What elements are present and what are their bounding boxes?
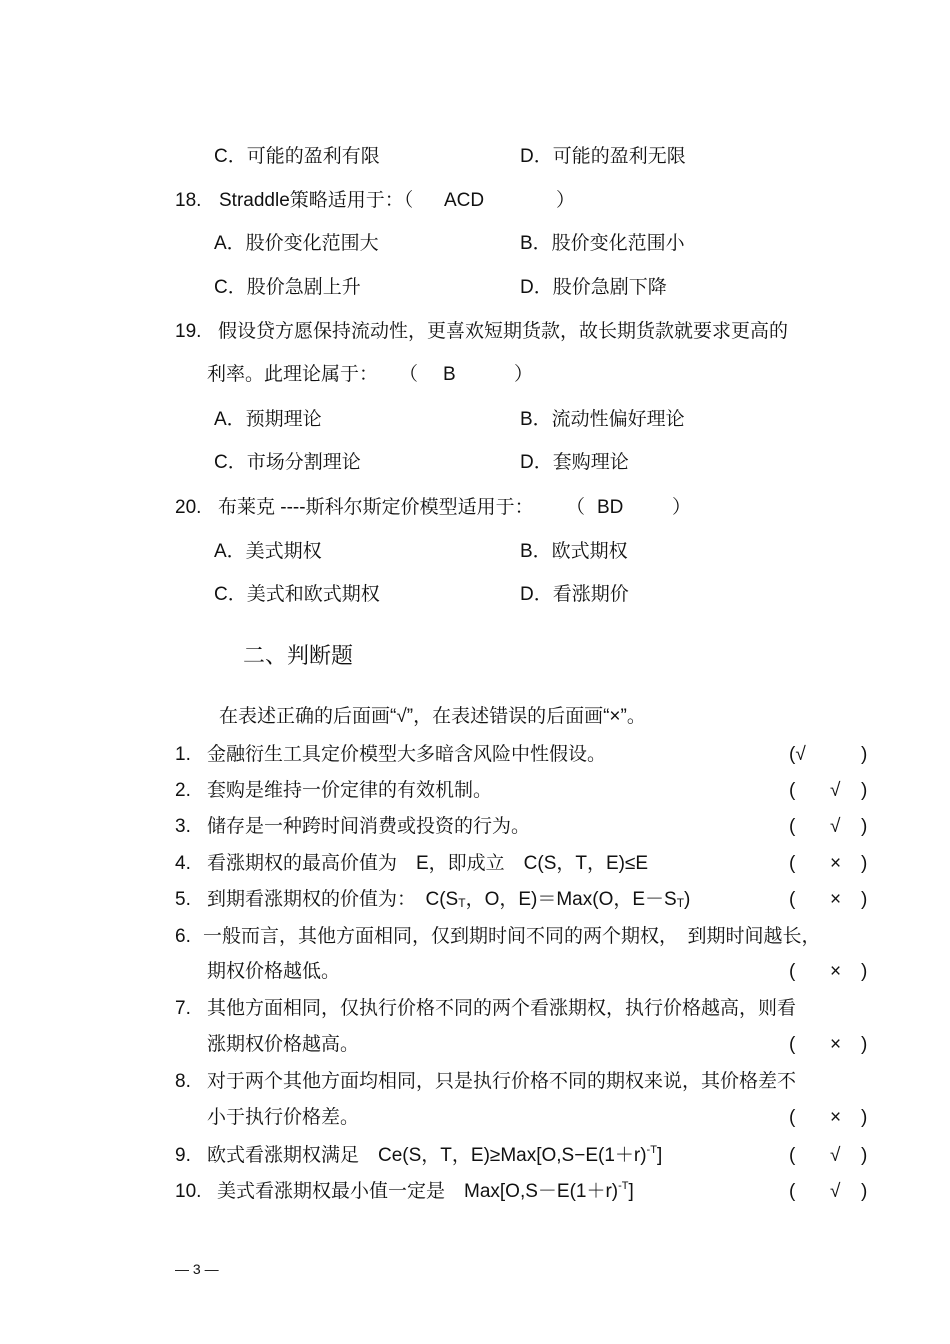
judgment-6-text-line1: 一般而言，其他方面相同，仅到期时间不同的两个期权， 到期时间越长， [203,926,821,947]
q20-option-d: D．看涨期价 [520,584,629,605]
judgment-5-mark: × [830,889,842,910]
q19-close-paren: ） [514,364,534,385]
q18-stem: Straddle策略适用于：（ [219,190,414,211]
judgment-1-close: ) [861,744,868,765]
q20-open-paren: （ [566,497,586,518]
q19-number: 19. [175,321,202,342]
q19-open-paren: （ [399,364,419,385]
judgment-3-text: 储存是一种跨时间消费或投资的行为。 [207,816,531,837]
judgment-3-number: 3. [175,816,191,837]
page-number: — 3 — [175,1261,219,1277]
judgment-9-close: ) [861,1145,868,1166]
judgment-5-text: 到期看涨期权的价值为： $C(S_T$，O，E)＝Max(O，$E-S_T$) [207,889,691,910]
q19-option-a: A．预期理论 [214,409,322,430]
judgment-3-close: ) [861,816,868,837]
judgment-7-text-line1: 其他方面相同，仅执行价格不同的两个看涨期权，执行价格越高，则看 [207,998,797,1019]
judgment-6-text-line2: 期权价格越低。 [207,961,341,982]
q20-stem: 布莱克 ----斯科尔斯定价模型适用于： [218,497,534,518]
judgment-4-mark: × [830,853,842,874]
judgment-10-open: ( [789,1181,796,1202]
judgment-1-number: 1. [175,744,191,765]
judgment-3-open: ( [789,816,796,837]
q17-option-d: D．可能的盈利无限 [520,146,686,167]
judgment-7-open: ( [789,1034,796,1055]
q18-close-paren: ） [556,190,576,211]
q19-option-d: D．套购理论 [520,452,629,473]
judgment-9-text: 欧式看涨期权满足 Ce(S，T，$E)\ge Max[O,S-E(1+r)^{-T}]$ [207,1144,663,1166]
judgment-4-close: ) [861,853,868,874]
judgment-8-close: ) [861,1107,868,1128]
q18-number: 18. [175,190,202,211]
judgment-1-text: 金融衍生工具定价模型大多暗含风险中性假设。 [207,744,607,765]
judgment-6-number: 6. [175,926,191,947]
judgment-6-mark: × [830,961,842,982]
judgment-5-number: 5. [175,889,191,910]
q18-option-a: A．股价变化范围大 [214,233,379,254]
judgment-10-mark: √ [830,1181,841,1202]
judgment-10-close: ) [861,1181,868,1202]
q18-option-c: C．股价急剧上升 [214,277,361,298]
judgment-9-open: ( [789,1145,796,1166]
judgment-8-open: ( [789,1107,796,1128]
judgment-1-answer: (√ [789,744,806,765]
judgment-8-number: 8. [175,1071,191,1092]
section-instruction: 在表述正确的后面画“√”，在表述错误的后面画“×”。 [219,706,646,727]
judgment-4-open: ( [789,853,796,874]
q19-stem-line2: 利率。此理论属于： [207,364,379,385]
judgment-2-open: ( [789,780,796,801]
judgment-7-close: ) [861,1034,868,1055]
q20-answer: BD [597,497,624,518]
judgment-10-number: 10. [175,1181,202,1202]
q20-number: 20. [175,497,202,518]
q18-option-d: D．股价急剧下降 [520,277,667,298]
q17-option-c: C．可能的盈利有限 [214,146,380,167]
judgment-4-text: 看涨期权的最高价值为 E，即成立 C(S，T，E)≤E [207,853,649,874]
q19-option-c: C．市场分割理论 [214,452,361,473]
judgment-2-text: 套购是维持一价定律的有效机制。 [207,780,493,801]
q20-close-paren: ） [672,497,692,518]
judgment-7-mark: × [830,1034,842,1055]
judgment-6-open: ( [789,961,796,982]
judgment-7-number: 7. [175,998,191,1019]
q18-option-b: B．股价变化范围小 [520,233,685,254]
judgment-5-close: ) [861,889,868,910]
judgment-5-open: ( [789,889,796,910]
judgment-4-number: 4. [175,853,191,874]
judgment-8-text-line1: 对于两个其他方面均相同，只是执行价格不同的期权来说，其价格差不 [207,1071,797,1092]
q18-answer: ACD [444,190,485,211]
judgment-2-number: 2. [175,780,191,801]
q20-option-c: C．美式和欧式期权 [214,584,380,605]
q19-option-b: B．流动性偏好理论 [520,409,685,430]
q19-stem-line1: 假设贷方愿保持流动性，更喜欢短期货款，故长期货款就要求更高的 [218,321,789,342]
judgment-9-number: 9. [175,1145,191,1166]
judgment-10-text: 美式看涨期权最小值一定是 $Max[O,S-E(1+r)^{-T}]$ [217,1180,634,1202]
judgment-2-mark: √ [830,780,841,801]
q20-option-a: A．美式期权 [214,541,322,562]
judgment-7-text-line2: 涨期权价格越高。 [207,1034,360,1055]
judgment-9-mark: √ [830,1145,841,1166]
q19-answer: B [443,364,456,385]
judgment-3-mark: √ [830,816,841,837]
judgment-6-close: ) [861,961,868,982]
judgment-2-close: ) [861,780,868,801]
section-title: 二、判断题 [243,643,354,668]
judgment-8-mark: × [830,1107,842,1128]
q20-option-b: B．欧式期权 [520,541,628,562]
judgment-8-text-line2: 小于执行价格差。 [207,1107,360,1128]
